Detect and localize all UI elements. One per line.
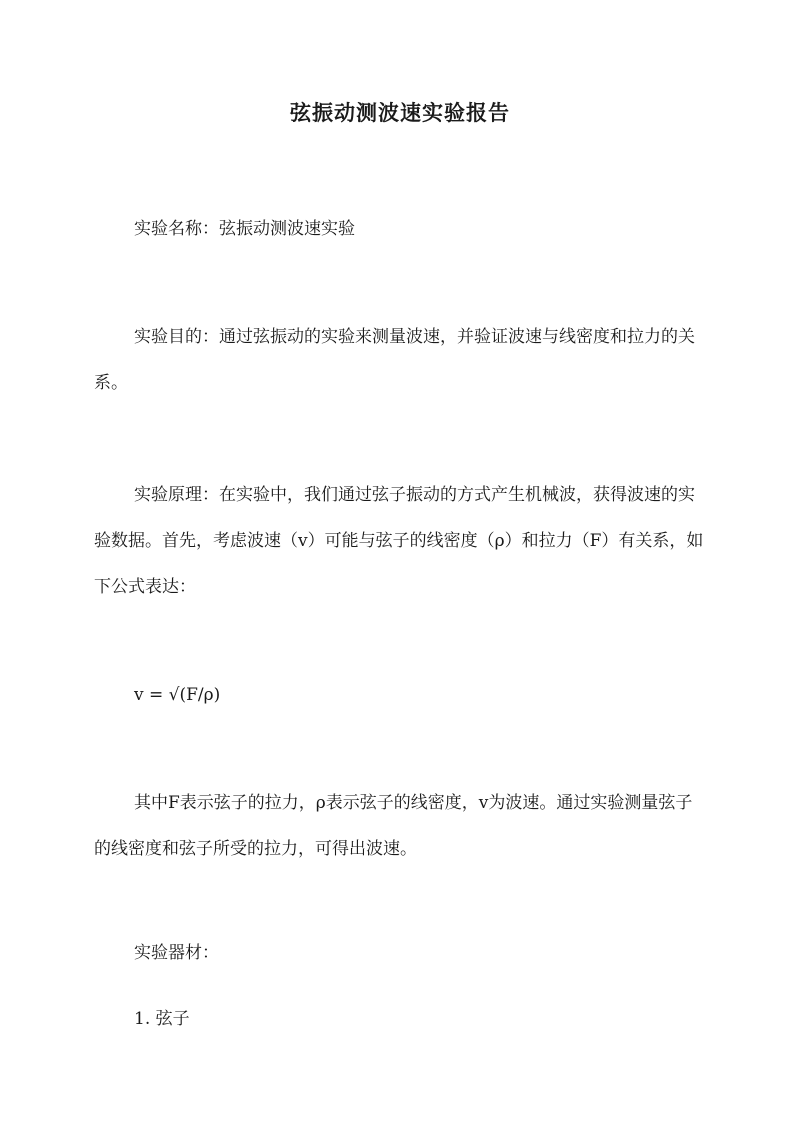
formula-explanation-paragraph: 其中F表示弦子的拉力，ρ表示弦子的线密度，v为波速。通过实验测量弦子的线密度和弦子所受的拉力，可得出波速。 <box>94 793 693 859</box>
wave-speed-formula: v = √(F/ρ) <box>134 685 221 705</box>
equipment-list-item: 1. 弦子 <box>134 1009 190 1029</box>
equipment-heading: 实验器材： <box>134 943 219 963</box>
experiment-name-paragraph: 实验名称：弦振动测波速实验 <box>134 219 355 239</box>
document-title: 弦振动测波速实验报告 <box>290 100 510 125</box>
experiment-principle-paragraph: 实验原理：在实验中，我们通过弦子振动的方式产生机械波，获得波速的实验数据。首先，考虑波速（v）可能与弦子的线密度（ρ）和拉力（F）有关系，如下公式表达： <box>94 485 704 597</box>
experiment-purpose-paragraph: 实验目的：通过弦振动的实验来测量波速，并验证波速与线密度和拉力的关系。 <box>94 327 695 393</box>
